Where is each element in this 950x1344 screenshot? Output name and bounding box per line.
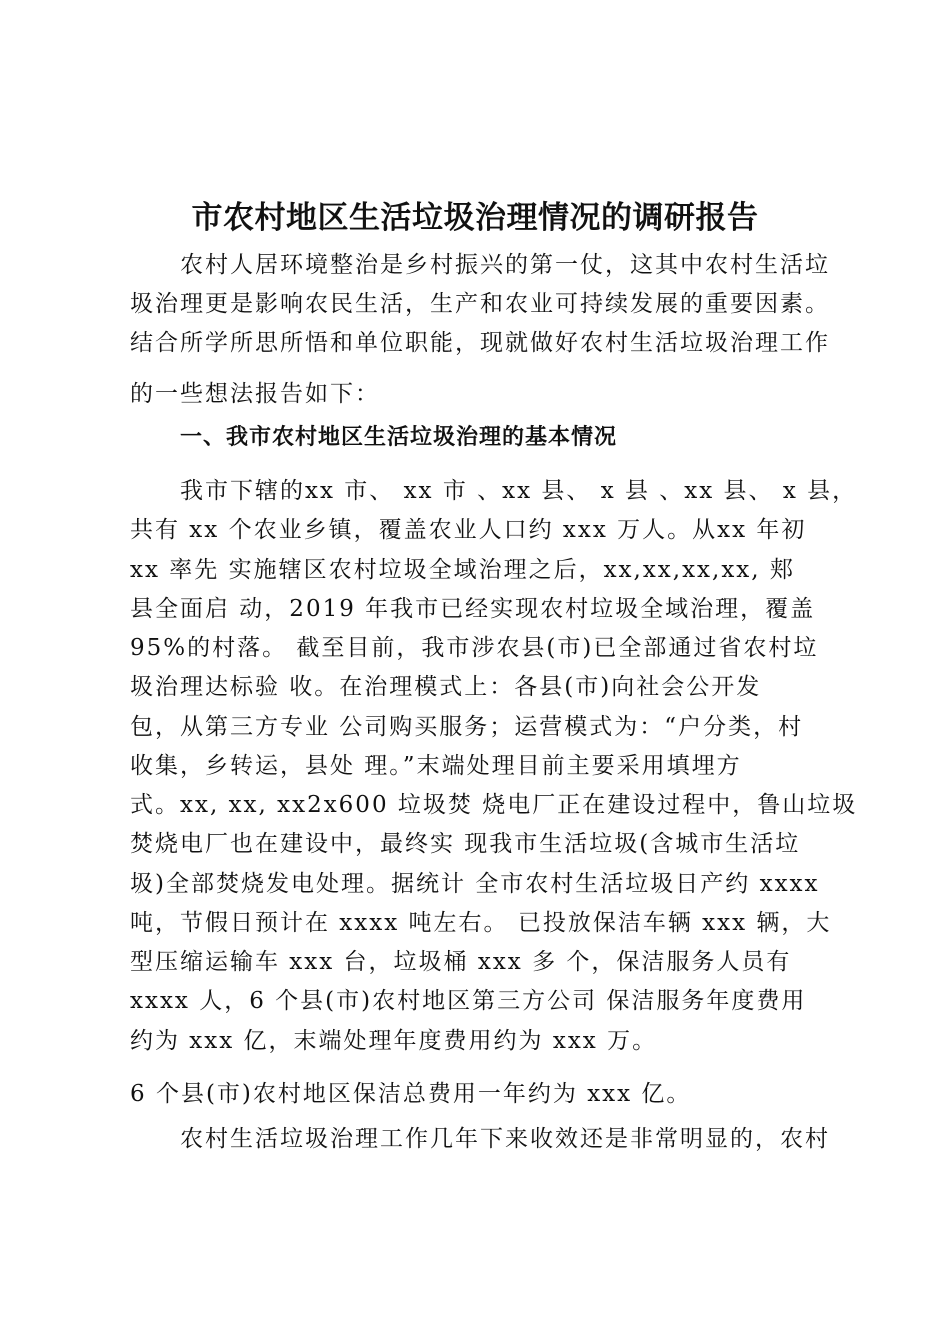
body-line-9: 式。xx, xx, xx2x600 垃圾焚 烧电厂正在建设过程中，鲁山垃圾 [130,792,858,818]
closing-line: 农村生活垃圾治理工作几年下来收效还是非常明显的，农村 [180,1126,830,1152]
body-line-14: xxxx 人，6 个县(市)农村地区第三方公司 保洁服务年度费用 [130,988,807,1014]
body-line-11: 圾)全部焚烧发电处理。据统计 全市农村生活垃圾日产约 xxxx [130,871,820,897]
body-line-15: 约为 xxx 亿，末端处理年度费用约为 xxx 万。 [130,1028,658,1054]
body-line-13: 型压缩运输车 xxx 台，垃圾桶 xxx 多 个，保洁服务人员有 [130,949,792,975]
intro-line-3: 结合所学所思所悟和单位职能，现就做好农村生活垃圾治理工作 [130,330,830,356]
intro-line-1: 农村人居环境整治是乡村振兴的第一仗，这其中农村生活垃 [180,252,830,278]
body-line-3: xx 率先 实施辖区农村垃圾全域治理之后，xx,xx,xx,xx, 郏 [130,557,795,583]
cost-line: 6 个县(市)农村地区保洁总费用一年约为 xxx 亿。 [130,1081,692,1107]
document-title: 市农村地区生活垃圾治理情况的调研报告 [191,200,759,236]
body-line-4: 县全面启 动，2019 年我市已经实现农村垃圾全域治理，覆盖 [130,596,816,622]
intro-line-4: 的一些想法报告如下： [130,381,380,407]
body-line-10: 焚烧电厂也在建设中，最终实 现我市生活垃圾(含城市生活垃 [130,831,801,857]
body-line-1: 我市下辖的xx 市、 xx 市 、xx 县、 x 县 、xx 县、 x 县， [180,478,858,504]
body-line-8: 收集，乡转运，县处 理。”末端处理目前主要采用填埋方 [130,753,742,779]
body-line-7: 包，从第三方专业 公司购买服务；运营模式为：“户分类，村 [130,714,804,740]
body-line-5: 95%的村落。 截至目前，我市涉农县(市)已全部通过省农村垃 [130,635,819,661]
body-line-12: 吨，节假日预计在 xxxx 吨左右。 已投放保洁车辆 xxx 辆，大 [130,910,832,936]
body-line-2: 共有 xx 个农业乡镇，覆盖农业人口约 xxx 万人。从xx 年初 [130,517,807,543]
body-line-6: 圾治理达标验 收。在治理模式上：各县(市)向社会公开发 [130,674,762,700]
section-heading: 一、我市农村地区生活垃圾治理的基本情况 [180,425,618,450]
intro-line-2: 圾治理更是影响农民生活，生产和农业可持续发展的重要因素。 [130,291,830,317]
